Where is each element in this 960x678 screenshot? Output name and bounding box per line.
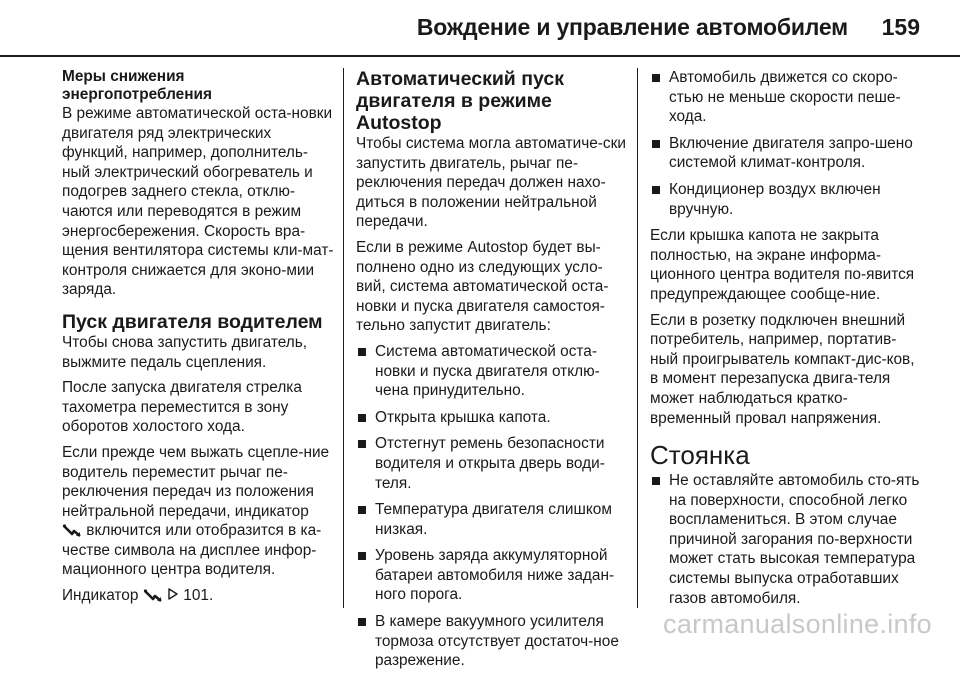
page-header xyxy=(0,0,960,58)
paragraph: Чтобы система могла автоматиче-ски запустить двигатель, рычаг пе-реключения передач должен нахо-диться в положении нейтральной передачи. xyxy=(356,135,626,231)
paragraph: После запуска двигателя стрелка тахометра переместится в зону оборотов холостого хода. xyxy=(62,379,302,436)
column-divider xyxy=(343,68,344,608)
paragraph-text: включится или отобразится в ка-честве символа на дисплее инфор-мационного центра водителя. xyxy=(62,522,322,579)
list-item-text: В камере вакуумного усилителя тормоза отсутствует достаточ-ное разрежение. xyxy=(375,613,619,670)
parking-list xyxy=(650,471,922,608)
column-1 xyxy=(62,68,334,612)
paragraph: В режиме автоматической оста-новки двигателя ряд электрических функций, например, дополнитель-ный электрический обогреватель и подогрев заднего стекла, отклю-чаются или переводятся в режим энергосбережения. Скорость вра-щения вентилятора системы кли-мат-контроля снижается для эконо-мии заряда. xyxy=(62,105,334,299)
list-item-text: Кондиционер воздух включен вручную. xyxy=(669,180,881,218)
list-item xyxy=(650,134,922,173)
bullet-icon xyxy=(652,186,660,194)
header-divider xyxy=(0,55,960,57)
indicator-label: Индикатор xyxy=(62,587,139,605)
bullet-icon xyxy=(358,414,366,422)
section-heading-parking: Стоянка xyxy=(650,440,750,471)
list-item-text: Автомобиль движется со скоро-стью не меньше скорости пеше-хода. xyxy=(669,69,901,126)
bullet-icon xyxy=(652,74,660,82)
bullet-icon xyxy=(358,348,366,356)
section-heading-restart: Пуск двигателя водителем xyxy=(62,310,323,333)
column-divider xyxy=(637,68,638,608)
paragraph: Если в розетку подключен внешний потребитель, например, портатив-ный проигрыватель компакт-дис-ков, в момент перезапуска двига-теля может наблюдаться кратко-временный провал напряжения. xyxy=(650,311,915,427)
section-heading-energy: Меры снижения энергопотребления xyxy=(62,68,212,103)
section-heading-autostop: Автоматический пуск двигателя в режиме Autostop xyxy=(356,68,564,134)
page-header-title: Вождение и управление автомобилем xyxy=(416,14,848,40)
list-item xyxy=(650,68,922,127)
paragraph-text: Если прежде чем выжать сцепле-ние водитель переместит рычаг пе-реключения передач из положения нейтральной передачи, индикатор xyxy=(62,443,330,520)
bullet-icon xyxy=(358,618,366,626)
autostop-indicator-icon xyxy=(62,523,82,537)
paragraph: Если в режиме Autostop будет вы-полнено одно из следующих усло-вий, система автоматической оста-новки и пуска двигателя самостоя-тельно запустит двигатель: xyxy=(356,238,609,335)
list-item xyxy=(650,471,922,608)
list-item-text: Уровень заряда аккумуляторной батареи автомобиля ниже задан-ного порога. xyxy=(375,547,615,604)
bullet-icon xyxy=(358,506,366,514)
list-item xyxy=(356,546,628,605)
list-item-text: Не оставляйте автомобиль сто-ять на поверхности, способной легко воспламениться. В этом случае причиной загорания по-верхности может стать высокая температура системы выпуска отработавших газов автомобиля. xyxy=(669,472,920,607)
list-item xyxy=(650,180,922,219)
list-item-text: Система автоматической оста-новки и пуска двигателя отклю-чена принудительно. xyxy=(375,342,600,400)
conditions-list-continued xyxy=(650,68,922,219)
paragraph: Чтобы снова запустить двигатель, выжмите педаль сцепления. xyxy=(62,333,308,371)
list-item xyxy=(356,408,628,428)
list-item xyxy=(356,434,628,493)
column-3 xyxy=(650,68,922,615)
conditions-list xyxy=(356,342,628,671)
indicator-reference xyxy=(62,586,334,606)
paragraph-indicator xyxy=(62,443,334,580)
page-number: 159 xyxy=(881,14,920,40)
paragraph: Если крышка капота не закрыта полностью, на экране информа-ционного центра водителя по-явится предупреждающее сообще-ние. xyxy=(650,227,915,303)
bullet-icon xyxy=(652,477,660,485)
list-item xyxy=(356,500,628,539)
bullet-icon xyxy=(358,440,366,448)
list-item-text: Температура двигателя слишком низкая. xyxy=(375,501,612,538)
watermark: carmanualsonline.info xyxy=(663,609,932,639)
column-2 xyxy=(356,68,628,678)
reference-page[interactable]: 101. xyxy=(183,587,214,605)
bullet-icon xyxy=(652,140,660,148)
list-item xyxy=(356,342,628,401)
page-reference-icon[interactable] xyxy=(167,587,179,601)
list-item-text: Открыта крышка капота. xyxy=(375,408,551,426)
list-item-text: Отстегнут ремень безопасности водителя и открыта дверь води-теля. xyxy=(375,435,605,492)
autostop-indicator-icon xyxy=(143,588,163,602)
list-item xyxy=(356,612,628,671)
list-item-text: Включение двигателя запро-шено системой климат-контроля. xyxy=(669,134,913,172)
bullet-icon xyxy=(358,552,366,560)
